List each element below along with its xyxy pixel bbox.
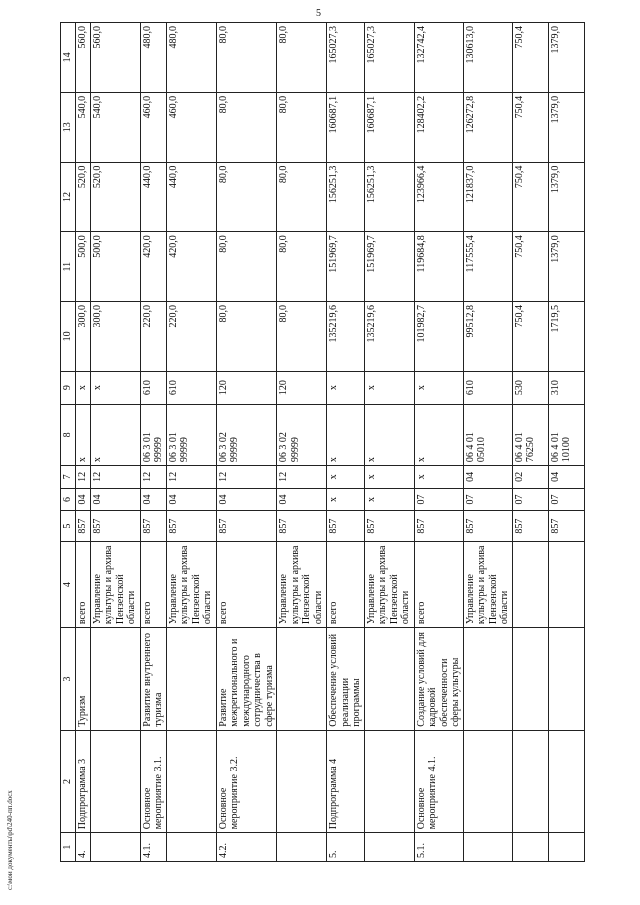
budget-table	[60, 22, 585, 862]
col-header: 2	[61, 730, 76, 833]
table-cell-col11: 151969,7	[327, 232, 365, 302]
table-cell-col2: Основное мероприятие 4.1.	[414, 730, 463, 833]
table-cell-col10: 135219,6	[364, 302, 414, 372]
table-cell-col10: 1719,5	[548, 302, 584, 372]
table-cell-col11: 420,0	[166, 232, 216, 302]
table-cell-col12: 520,0	[76, 162, 91, 232]
table-cell-col2	[463, 730, 512, 833]
table-cell-col2: Основное мероприятие 3.2.	[216, 730, 277, 833]
table-cell-col13: 540,0	[76, 92, 91, 162]
col-header: 5	[61, 511, 76, 542]
table-cell-col8: 06 3 02 99999	[277, 404, 327, 466]
table-cell-col5: 857	[364, 511, 414, 542]
table-cell-col14: 750,4	[512, 23, 548, 93]
table-row	[140, 23, 166, 862]
table-cell-col1	[277, 833, 327, 862]
page-number: 5	[316, 8, 321, 19]
table-cell-col11: 80,0	[277, 232, 327, 302]
table-cell-col4: всего	[216, 542, 277, 628]
table-cell-col7: 02	[512, 466, 548, 489]
table-cell-col2	[512, 730, 548, 833]
table-cell-col8: 06 4 01 76250	[512, 404, 548, 466]
table-cell-col14: 80,0	[277, 23, 327, 93]
table-cell-col14: 480,0	[166, 23, 216, 93]
table-cell-col13: 80,0	[277, 92, 327, 162]
table-cell-col6: 04	[140, 488, 166, 511]
table-cell-col11: 420,0	[140, 232, 166, 302]
table-row	[414, 23, 463, 862]
table-cell-col7: 12	[277, 466, 327, 489]
table-cell-col10: 99512,8	[463, 302, 512, 372]
table-cell-col3: Развитие внутреннего туризма	[140, 628, 166, 731]
table-cell-col8: 06 4 01 10100	[548, 404, 584, 466]
table-cell-col11: 117555,4	[463, 232, 512, 302]
table-cell-col11: 500,0	[76, 232, 91, 302]
table-cell-col13: 128402,2	[414, 92, 463, 162]
table-cell-col11: 1379,0	[548, 232, 584, 302]
table-cell-col9: 120	[277, 371, 327, 404]
table-cell-col1: 5.1.	[414, 833, 463, 862]
table-cell-col12: 520,0	[90, 162, 140, 232]
table-cell-col5: 857	[512, 511, 548, 542]
table-cell-col9: х	[364, 371, 414, 404]
table-cell-col5: 857	[463, 511, 512, 542]
table-cell-col4: Управление культуры и архива Пензенской области	[463, 542, 512, 628]
table-cell-col9: 610	[166, 371, 216, 404]
table-cell-col12: 80,0	[277, 162, 327, 232]
table-cell-col1	[364, 833, 414, 862]
table-cell-col4	[512, 542, 548, 628]
col-header: 14	[61, 23, 76, 93]
table-cell-col1	[166, 833, 216, 862]
table-cell-col5: 857	[90, 511, 140, 542]
table-cell-col4: Управление культуры и архива Пензенской области	[364, 542, 414, 628]
table-cell-col2	[548, 730, 584, 833]
col-header: 1	[61, 833, 76, 862]
table-cell-col11: 750,4	[512, 232, 548, 302]
table-row	[166, 23, 216, 862]
table-cell-col13: 160687,1	[364, 92, 414, 162]
table-row	[76, 23, 91, 862]
table-cell-col8: 06 3 01 99999	[166, 404, 216, 466]
table-body	[76, 23, 585, 862]
table-cell-col6: 04	[76, 488, 91, 511]
table-cell-col1: 5.	[327, 833, 365, 862]
table-cell-col2: Подпрограмма 4	[327, 730, 365, 833]
table-cell-col1	[90, 833, 140, 862]
table-cell-col12: 1379,0	[548, 162, 584, 232]
table-cell-col12: 121837,0	[463, 162, 512, 232]
table-row	[90, 23, 140, 862]
table-cell-col10: 80,0	[277, 302, 327, 372]
footer-file-path: c:\мои документы\pd\240-пп.docx	[6, 790, 14, 890]
table-cell-col5: 857	[140, 511, 166, 542]
table-cell-col8: х	[90, 404, 140, 466]
col-header: 11	[61, 232, 76, 302]
table-cell-col7: 12	[76, 466, 91, 489]
table-cell-col6: 07	[463, 488, 512, 511]
table-cell-col1	[512, 833, 548, 862]
table-cell-col9: х	[327, 371, 365, 404]
table-cell-col14: 1379,0	[548, 23, 584, 93]
table-cell-col5: 857	[548, 511, 584, 542]
table-cell-col14: 130613,0	[463, 23, 512, 93]
table-row	[216, 23, 277, 862]
table-cell-col6: х	[364, 488, 414, 511]
table-cell-col13: 126272,8	[463, 92, 512, 162]
table-cell-col6: 04	[277, 488, 327, 511]
table-cell-col5: 857	[414, 511, 463, 542]
table-cell-col14: 560,0	[90, 23, 140, 93]
table-row	[327, 23, 365, 862]
table-cell-col13: 80,0	[216, 92, 277, 162]
table-cell-col13: 1379,0	[548, 92, 584, 162]
table-cell-col10: 220,0	[140, 302, 166, 372]
table-cell-col9: 120	[216, 371, 277, 404]
table-row	[512, 23, 548, 862]
col-header: 9	[61, 371, 76, 404]
table-cell-col12: 750,4	[512, 162, 548, 232]
col-header: 7	[61, 466, 76, 489]
table-cell-col12: 156251,3	[327, 162, 365, 232]
table-cell-col2	[277, 730, 327, 833]
table-cell-col11: 500,0	[90, 232, 140, 302]
table-cell-col9: х	[90, 371, 140, 404]
table-cell-col14: 165027,3	[364, 23, 414, 93]
table-cell-col1: 4.1.	[140, 833, 166, 862]
table-cell-col1: 4.2.	[216, 833, 277, 862]
table-cell-col8: х	[364, 404, 414, 466]
table-cell-col12: 80,0	[216, 162, 277, 232]
table-cell-col10: 750,4	[512, 302, 548, 372]
table-cell-col2	[364, 730, 414, 833]
table-cell-col3	[166, 628, 216, 731]
table-cell-col3	[548, 628, 584, 731]
table-cell-col6: 07	[548, 488, 584, 511]
table-cell-col3: Развитие межрегионального и международного сотрудничества в сфере туризма	[216, 628, 277, 731]
table-cell-col7: 12	[166, 466, 216, 489]
table-cell-col1	[463, 833, 512, 862]
table-cell-col2	[90, 730, 140, 833]
table-cell-col12: 440,0	[166, 162, 216, 232]
table-cell-col13: 750,4	[512, 92, 548, 162]
table-cell-col4: всего	[414, 542, 463, 628]
table-row	[463, 23, 512, 862]
table-cell-col7: х	[414, 466, 463, 489]
table-cell-col11: 151969,7	[364, 232, 414, 302]
col-header: 8	[61, 404, 76, 466]
table-cell-col7: 04	[463, 466, 512, 489]
table-cell-col5: 857	[327, 511, 365, 542]
col-header: 3	[61, 628, 76, 731]
table-cell-col4: всего	[76, 542, 91, 628]
table-cell-col1	[548, 833, 584, 862]
table-cell-col7: х	[327, 466, 365, 489]
table-cell-col12: 156251,3	[364, 162, 414, 232]
col-header: 6	[61, 488, 76, 511]
table-cell-col12: 440,0	[140, 162, 166, 232]
table-cell-col14: 480,0	[140, 23, 166, 93]
table-cell-col3	[364, 628, 414, 731]
col-header: 4	[61, 542, 76, 628]
table-cell-col7: х	[364, 466, 414, 489]
col-header: 12	[61, 162, 76, 232]
table-cell-col4: Управление культуры и архива Пензенской области	[90, 542, 140, 628]
table-cell-col7: 04	[548, 466, 584, 489]
table-cell-col6: 07	[414, 488, 463, 511]
table-row	[277, 23, 327, 862]
table-cell-col9: 610	[463, 371, 512, 404]
rotated-table-container	[60, 22, 620, 862]
table-cell-col7: 12	[90, 466, 140, 489]
table-cell-col9: 530	[512, 371, 548, 404]
table-cell-col13: 540,0	[90, 92, 140, 162]
table-cell-col6: 04	[216, 488, 277, 511]
table-cell-col14: 165027,3	[327, 23, 365, 93]
table-cell-col5: 857	[76, 511, 91, 542]
table-cell-col7: 12	[140, 466, 166, 489]
table-cell-col12: 123966,4	[414, 162, 463, 232]
table-cell-col5: 857	[166, 511, 216, 542]
table-cell-col10: 300,0	[90, 302, 140, 372]
table-cell-col11: 119684,8	[414, 232, 463, 302]
table-cell-col3	[463, 628, 512, 731]
table-cell-col4	[548, 542, 584, 628]
table-row	[548, 23, 584, 862]
table-cell-col8: х	[327, 404, 365, 466]
table-cell-col10: 101982,7	[414, 302, 463, 372]
table-cell-col14: 560,0	[76, 23, 91, 93]
table-cell-col8: 06 3 02 99999	[216, 404, 277, 466]
table-cell-col3: Туризм	[76, 628, 91, 731]
table-cell-col4: всего	[140, 542, 166, 628]
table-cell-col3: Создание условий для кадровой обеспеченности сферы культуры	[414, 628, 463, 731]
table-cell-col10: 220,0	[166, 302, 216, 372]
table-cell-col14: 132742,4	[414, 23, 463, 93]
table-cell-col6: 04	[90, 488, 140, 511]
table-cell-col2	[166, 730, 216, 833]
table-cell-col9: х	[414, 371, 463, 404]
table-cell-col1: 4.	[76, 833, 91, 862]
table-cell-col14: 80,0	[216, 23, 277, 93]
table-cell-col5: 857	[277, 511, 327, 542]
table-cell-col10: 135219,6	[327, 302, 365, 372]
table-cell-col6: 04	[166, 488, 216, 511]
table-cell-col11: 80,0	[216, 232, 277, 302]
table-cell-col3	[90, 628, 140, 731]
table-cell-col9: 310	[548, 371, 584, 404]
table-cell-col13: 460,0	[140, 92, 166, 162]
table-cell-col5: 857	[216, 511, 277, 542]
table-cell-col6: 07	[512, 488, 548, 511]
col-header: 13	[61, 92, 76, 162]
table-cell-col3: Обеспечение условий реализации программы	[327, 628, 365, 731]
table-cell-col8: х	[76, 404, 91, 466]
col-header: 10	[61, 302, 76, 372]
header-row	[61, 23, 76, 862]
table-row	[364, 23, 414, 862]
table-cell-col10: 300,0	[76, 302, 91, 372]
table-cell-col4: всего	[327, 542, 365, 628]
table-cell-col2: Подпрограмма 3	[76, 730, 91, 833]
table-cell-col10: 80,0	[216, 302, 277, 372]
table-cell-col13: 160687,1	[327, 92, 365, 162]
table-cell-col4: Управление культуры и архива Пензенской области	[277, 542, 327, 628]
table-cell-col2: Основное мероприятие 3.1.	[140, 730, 166, 833]
table-cell-col8: х	[414, 404, 463, 466]
table-cell-col8: 06 3 01 99999	[140, 404, 166, 466]
table-cell-col13: 460,0	[166, 92, 216, 162]
table-cell-col9: 610	[140, 371, 166, 404]
table-cell-col9: х	[76, 371, 91, 404]
table-cell-col7: 12	[216, 466, 277, 489]
table-cell-col3	[512, 628, 548, 731]
table-cell-col3	[277, 628, 327, 731]
table-cell-col8: 06 4 01 05010	[463, 404, 512, 466]
table-cell-col6: х	[327, 488, 365, 511]
table-cell-col4: Управление культуры и архива Пензенской области	[166, 542, 216, 628]
